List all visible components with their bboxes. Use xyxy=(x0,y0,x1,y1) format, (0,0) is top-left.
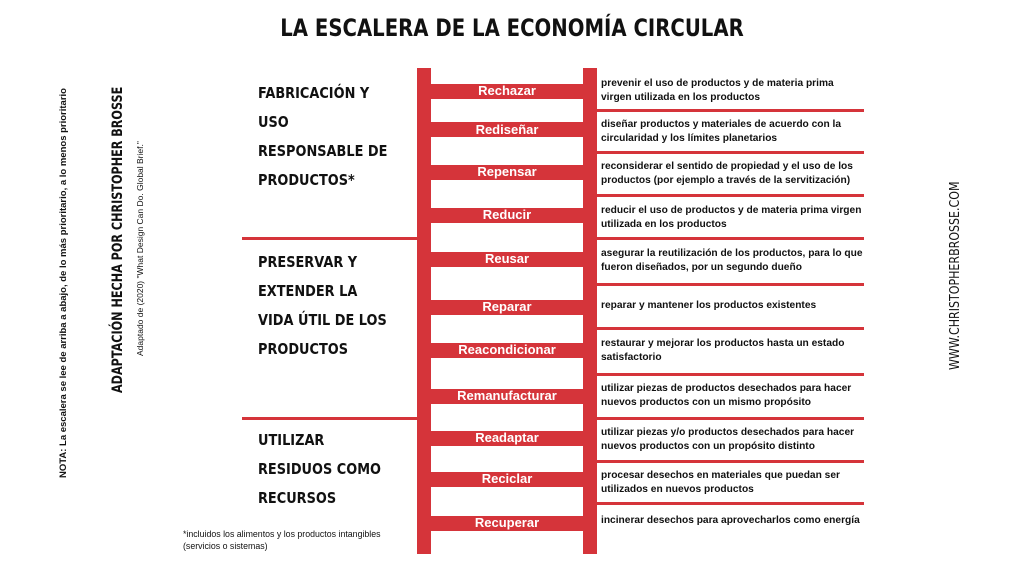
step-label-repensar: Repensar xyxy=(477,164,537,179)
step-label-remanufacturar: Remanufacturar xyxy=(457,388,557,403)
step-description-reparar: reparar y mantener los productos existentes xyxy=(601,300,817,311)
step-label-reciclar: Reciclar xyxy=(481,471,533,486)
step-label-reparar: Reparar xyxy=(482,299,532,314)
group-label-residuos: UTILIZAR RESIDUOS COMO RECURSOS xyxy=(258,431,382,507)
step-description-rechazar: prevenir el uso de productos y de materia prima virgen utilizada en los productos xyxy=(601,78,834,103)
row-divider xyxy=(597,237,864,240)
step-label-reducir: Reducir xyxy=(482,207,532,222)
footnote: *incluidos los alimentos y los productos intangibles (servicios o sistemas) xyxy=(183,529,381,551)
step-description-reacondicionar: restaurar y mejorar los productos hasta un estado satisfactorio xyxy=(601,338,845,363)
step-description-reusar: asegurar la reutilización de los productos, para lo que fueron diseñados, por un segundo dueño xyxy=(601,248,863,273)
step-label-reusar: Reusar xyxy=(484,251,530,266)
step-description-remanufacturar: utilizar piezas de productos desechados para hacer nuevos productos con un mismo propósito xyxy=(601,383,852,408)
step-description-readaptar: utilizar piezas y/o productos desechados para hacer nuevos productos con un propósito distinto xyxy=(601,427,855,452)
step-description-reciclar: procesar desechos en materiales que puedan ser utilizados en nuevos productos xyxy=(601,470,840,495)
group-divider xyxy=(242,417,418,420)
source-citation: Adaptado de (2020) "What Design Can Do. Global Brief." xyxy=(135,141,145,356)
group-label-fabricacion: FABRICACIÓN Y USO RESPONSABLE DE PRODUCTOS* xyxy=(258,84,388,189)
row-divider xyxy=(597,417,864,420)
row-divider xyxy=(597,151,864,154)
row-divider xyxy=(597,283,864,286)
row-divider xyxy=(597,460,864,463)
group-divider xyxy=(242,237,418,240)
group-label-preservar: PRESERVAR Y EXTENDER LA VIDA ÚTIL DE LOS PRODUCTOS xyxy=(258,253,387,358)
step-label-recuperar: Recuperar xyxy=(474,515,540,530)
row-divider xyxy=(597,373,864,376)
row-divider xyxy=(597,109,864,112)
row-divider xyxy=(597,502,864,505)
step-description-recuperar: incinerar desechos para aprovecharlos como energía xyxy=(601,515,860,526)
step-label-redisenar: Rediseñar xyxy=(475,122,539,137)
page-title: LA ESCALERA DE LA ECONOMÍA CIRCULAR xyxy=(280,14,744,42)
website-link[interactable]: WWW.CHRISTOPHERBROSSE.COM xyxy=(948,181,963,370)
step-label-rechazar: Rechazar xyxy=(478,83,536,98)
reading-note: NOTA: La escalera se lee de arriba a abajo, de lo más prioritario, a lo menos prioritario xyxy=(58,88,69,478)
row-divider xyxy=(597,194,864,197)
step-label-reacondicionar: Reacondicionar xyxy=(458,342,556,357)
step-description-reducir: reducir el uso de productos y de materia prima virgen utilizada en los productos xyxy=(601,205,862,230)
row-divider xyxy=(597,327,864,330)
author-credit: ADAPTACIÓN HECHA POR CHRISTOPHER BROSSE xyxy=(110,86,126,393)
step-description-redisenar: diseñar productos y materiales de acuerdo con la circularidad y los límites planetarios xyxy=(601,119,842,144)
step-label-readaptar: Readaptar xyxy=(475,430,539,445)
step-description-repensar: reconsiderar el sentido de propiedad y el uso de los productos (por ejemplo a través de la servitización) xyxy=(601,161,853,186)
